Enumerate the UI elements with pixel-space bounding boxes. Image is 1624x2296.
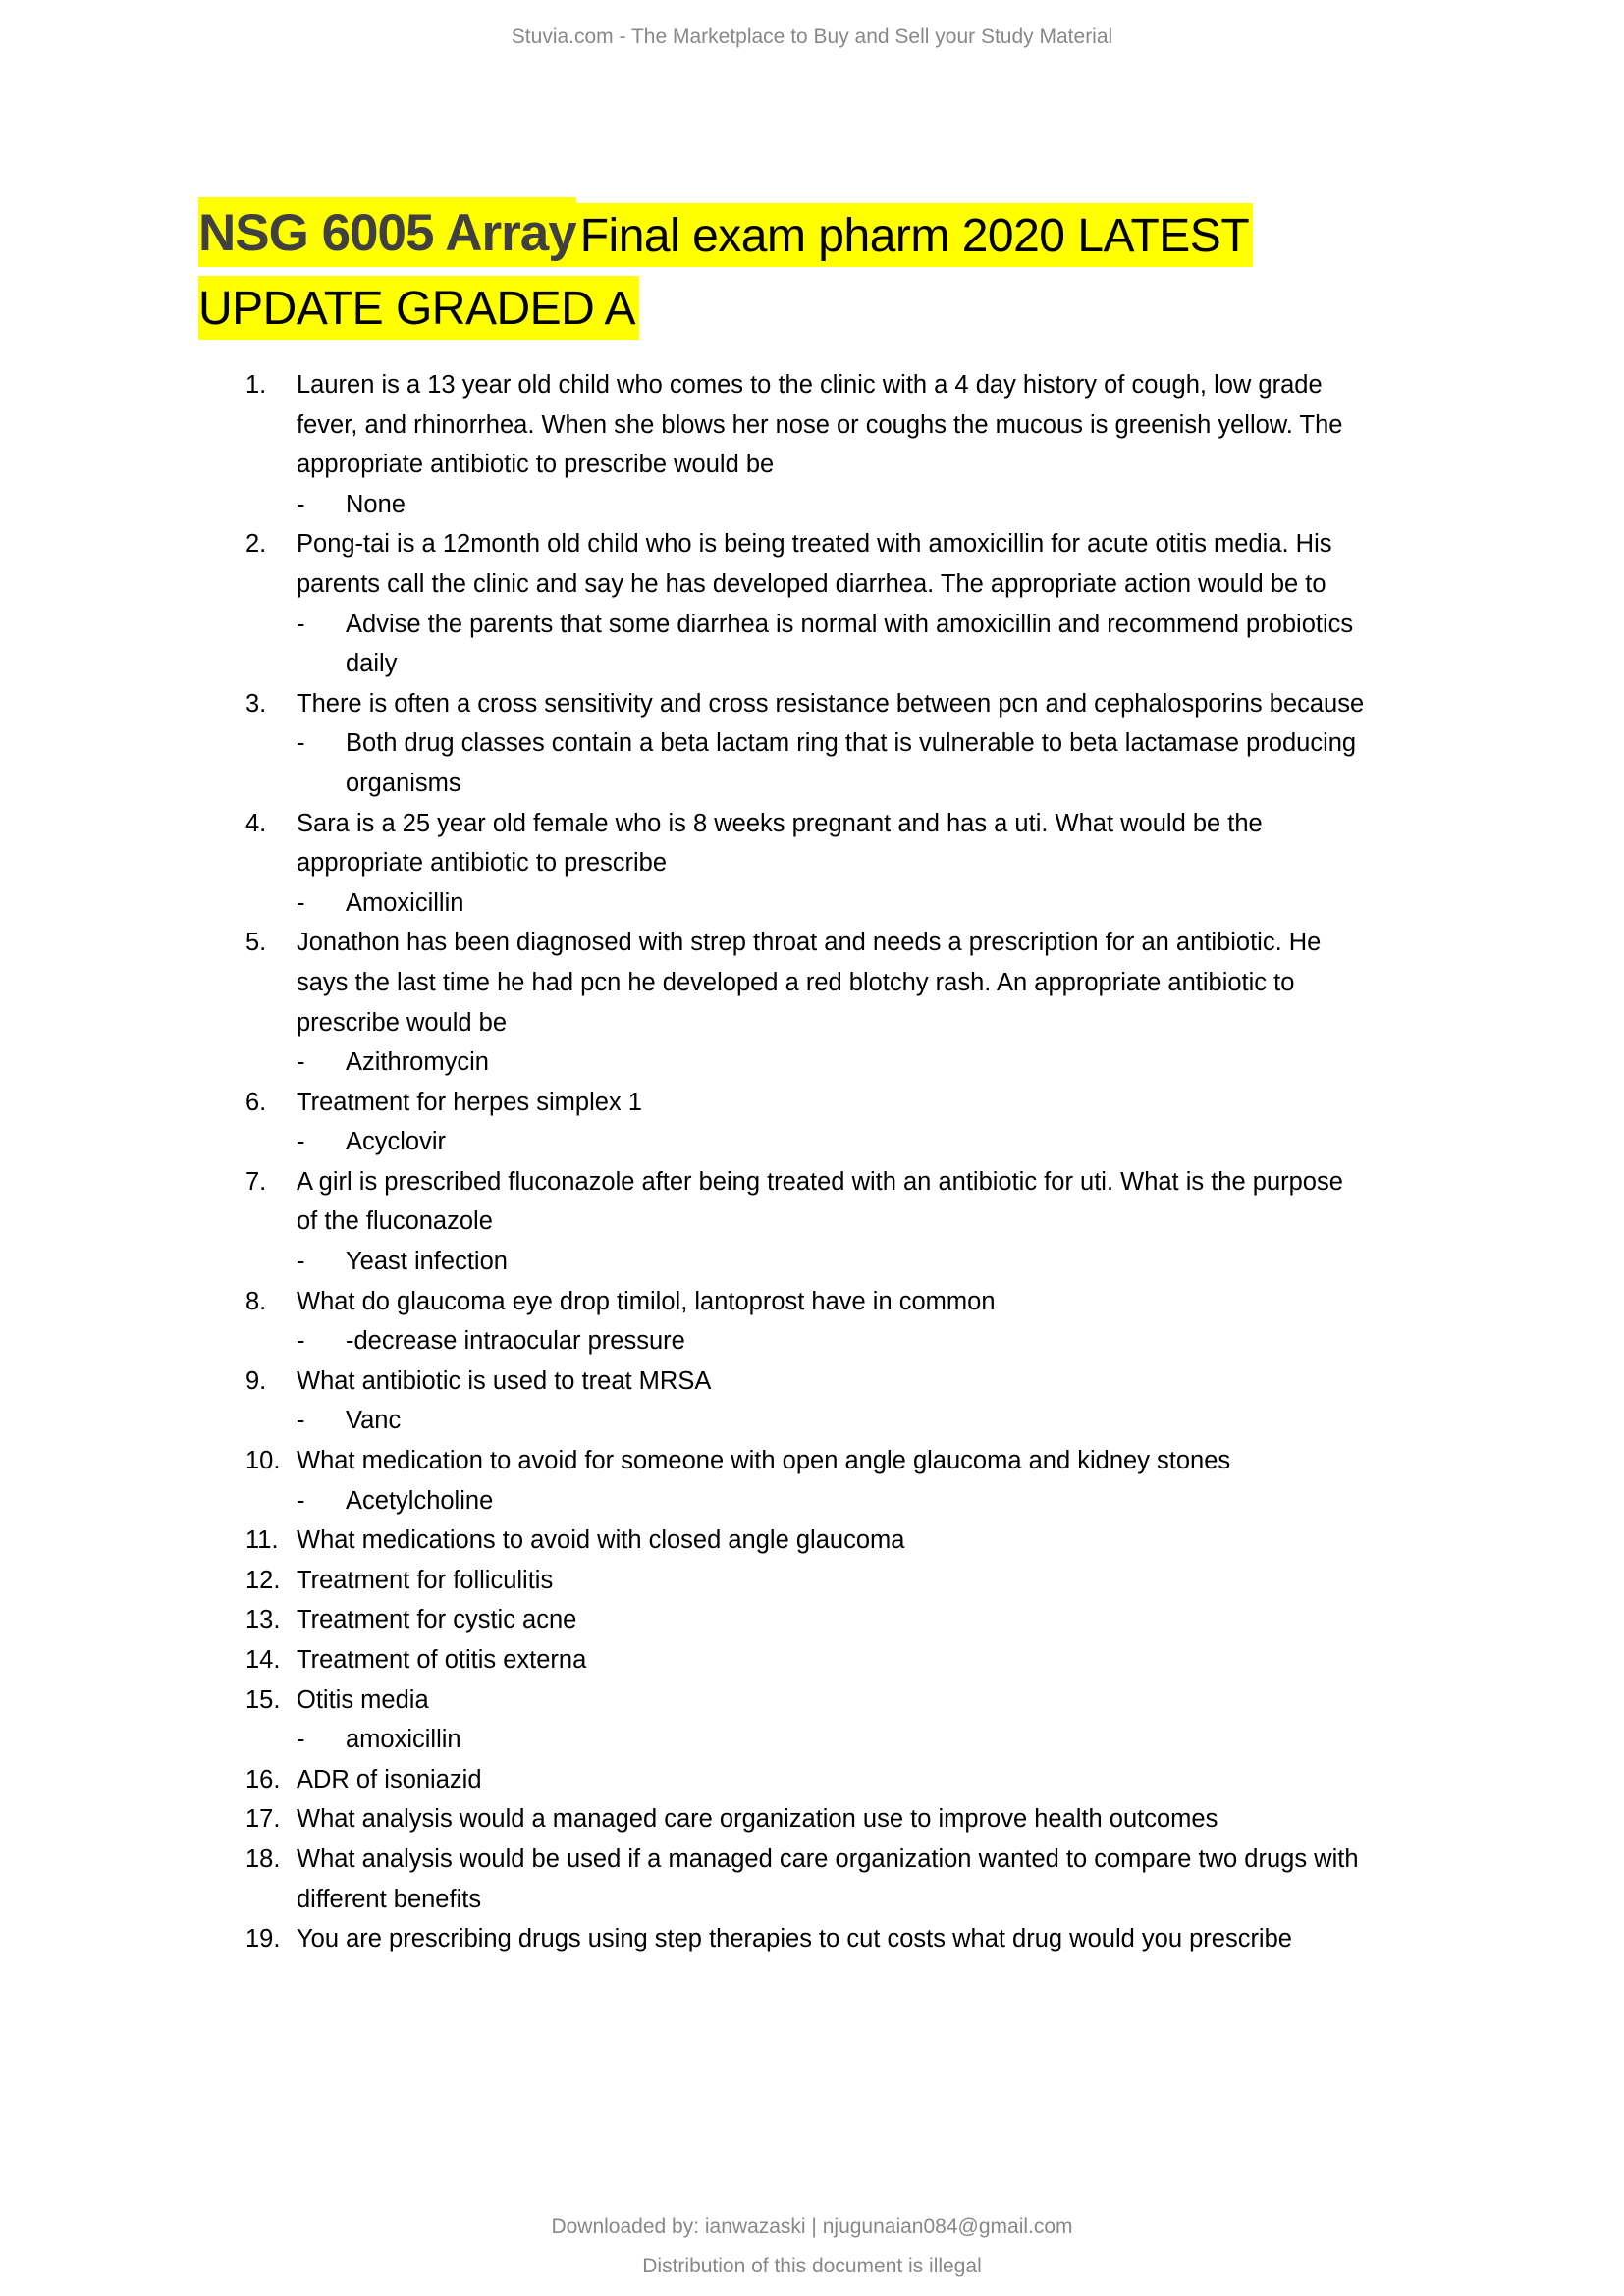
question-text: There is often a cross sensitivity and cross resistance between pcn and cephalosporins because xyxy=(297,689,1365,718)
item-number: 8. xyxy=(245,1287,267,1315)
dash-bullet: - xyxy=(297,1327,305,1356)
question-text: appropriate antibiotic to prescribe would be xyxy=(297,451,775,479)
question-text: What medications to avoid with closed angle glaucoma xyxy=(297,1526,905,1555)
item-number: 2. xyxy=(245,530,267,559)
title-line1: Final exam pharm 2020 LATEST xyxy=(576,203,1253,267)
answer-line xyxy=(245,1242,1522,1282)
answer-line xyxy=(245,644,1522,684)
dash-bullet: - xyxy=(297,1248,305,1276)
list-item xyxy=(245,1640,1522,1681)
list-item xyxy=(245,923,1522,1082)
item-number: 11. xyxy=(245,1526,279,1555)
list-item xyxy=(245,1162,1522,1282)
list-item xyxy=(245,1760,1522,1800)
question-line xyxy=(245,1561,1522,1601)
list-item xyxy=(245,365,1522,524)
question-text: What do glaucoma eye drop timilol, lantoprost have in common xyxy=(297,1287,996,1315)
question-text: What analysis would be used if a managed care organization wanted to compare two drugs with xyxy=(297,1844,1359,1873)
dash-bullet: - xyxy=(297,1726,305,1754)
answer-text: Acyclovir xyxy=(346,1128,447,1156)
answer-line xyxy=(245,764,1522,804)
question-line xyxy=(245,365,1522,405)
question-line xyxy=(245,1640,1522,1681)
question-text: What analysis would a managed care organization use to improve health outcomes xyxy=(297,1805,1218,1834)
list-item xyxy=(245,1840,1522,1919)
list-item xyxy=(245,524,1522,683)
dash-bullet: - xyxy=(297,1486,305,1515)
item-number: 1. xyxy=(245,371,267,399)
answer-text: None xyxy=(346,490,406,518)
question-text: Sara is a 25 year old female who is 8 weeks pregnant and has a uti. What would be the xyxy=(297,809,1263,837)
item-number: 17. xyxy=(245,1805,281,1834)
question-text: Treatment of otitis externa xyxy=(297,1646,587,1674)
question-list xyxy=(245,365,1522,1959)
question-line xyxy=(245,684,1522,724)
list-item xyxy=(245,1600,1522,1640)
stuvia-header: Stuvia.com - The Marketplace to Buy and Sell your Study Material xyxy=(511,26,1113,48)
item-number: 9. xyxy=(245,1366,267,1395)
list-item xyxy=(245,1083,1522,1162)
question-line xyxy=(245,1681,1522,1721)
document-title xyxy=(198,196,1475,342)
list-item xyxy=(245,1282,1522,1362)
list-item xyxy=(245,1919,1522,1959)
question-line xyxy=(245,1840,1522,1880)
answer-line xyxy=(245,883,1522,924)
question-line xyxy=(245,804,1522,844)
dash-bullet: - xyxy=(297,729,305,758)
title-bold: NSG 6005 Array xyxy=(198,197,576,267)
distribution-notice: Distribution of this document is illegal xyxy=(642,2255,982,2277)
question-text: Pong-tai is a 12month old child who is being treated with amoxicillin for acute otitis media. His xyxy=(297,530,1332,559)
question-text: What antibiotic is used to treat MRSA xyxy=(297,1366,712,1395)
list-item xyxy=(245,804,1522,924)
answer-text: Azithromycin xyxy=(346,1048,489,1077)
question-line xyxy=(245,445,1522,485)
answer-text: amoxicillin xyxy=(346,1726,461,1754)
answer-text: daily xyxy=(346,650,398,678)
question-line xyxy=(245,1600,1522,1640)
question-line xyxy=(245,405,1522,446)
question-line xyxy=(245,1362,1522,1402)
item-number: 5. xyxy=(245,929,267,957)
list-item xyxy=(245,1681,1522,1760)
question-line xyxy=(245,843,1522,883)
question-text: What medication to avoid for someone with open angle glaucoma and kidney stones xyxy=(297,1447,1231,1475)
dash-bullet: - xyxy=(297,1048,305,1077)
question-text: of the fluconazole xyxy=(297,1207,493,1236)
item-number: 6. xyxy=(245,1088,267,1116)
answer-text: organisms xyxy=(346,769,461,797)
item-number: 16. xyxy=(245,1765,281,1793)
dash-bullet: - xyxy=(297,1128,305,1156)
answer-line xyxy=(245,723,1522,764)
item-number: 18. xyxy=(245,1844,281,1873)
item-number: 12. xyxy=(245,1566,281,1594)
title-line2: UPDATE GRADED A xyxy=(198,276,639,340)
answer-line xyxy=(245,1401,1522,1441)
list-item xyxy=(245,1521,1522,1561)
answer-line xyxy=(245,1122,1522,1162)
list-item xyxy=(245,1561,1522,1601)
dash-bullet: - xyxy=(297,610,305,638)
answer-line xyxy=(245,1042,1522,1083)
item-number: 4. xyxy=(245,809,267,837)
list-item xyxy=(245,684,1522,804)
question-line xyxy=(245,1521,1522,1561)
question-line xyxy=(245,1003,1522,1043)
question-text: You are prescribing drugs using step therapies to cut costs what drug would you prescribe xyxy=(297,1925,1292,1953)
item-number: 15. xyxy=(245,1685,281,1714)
question-line xyxy=(245,1799,1522,1840)
question-text: ADR of isoniazid xyxy=(297,1765,482,1793)
question-line xyxy=(245,1760,1522,1800)
question-text: Jonathon has been diagnosed with strep throat and needs a prescription for an antibiotic. He xyxy=(297,929,1322,957)
item-number: 10. xyxy=(245,1447,281,1475)
question-line xyxy=(245,524,1522,564)
question-text: A girl is prescribed fluconazole after being treated with an antibiotic for uti. What is the purpose xyxy=(297,1167,1343,1196)
question-line xyxy=(245,1162,1522,1202)
answer-text: -decrease intraocular pressure xyxy=(346,1327,685,1356)
item-number: 3. xyxy=(245,689,267,718)
question-text: Treatment for herpes simplex 1 xyxy=(297,1088,642,1116)
list-item xyxy=(245,1799,1522,1840)
question-line xyxy=(245,564,1522,605)
list-item xyxy=(245,1441,1522,1521)
answer-text: Vanc xyxy=(346,1407,402,1435)
question-text: appropriate antibiotic to prescribe xyxy=(297,849,668,878)
dash-bullet: - xyxy=(297,888,305,917)
question-line xyxy=(245,923,1522,963)
answer-line xyxy=(245,1321,1522,1362)
item-number: 13. xyxy=(245,1606,281,1634)
question-text: Otitis media xyxy=(297,1685,429,1714)
list-item xyxy=(245,1362,1522,1441)
dash-bullet: - xyxy=(297,1407,305,1435)
item-number: 7. xyxy=(245,1167,267,1196)
question-text: prescribe would be xyxy=(297,1008,508,1037)
answer-text: Both drug classes contain a beta lactam ring that is vulnerable to beta lactamase producing xyxy=(346,729,1357,758)
question-text: Treatment for cystic acne xyxy=(297,1606,577,1634)
question-line xyxy=(245,1919,1522,1959)
dash-bullet: - xyxy=(297,490,305,518)
question-line xyxy=(245,1880,1522,1920)
downloaded-by: Downloaded by: ianwazaski | njugunaian084@gmail.com xyxy=(551,2216,1073,2238)
answer-text: Advise the parents that some diarrhea is normal with amoxicillin and recommend probiotics xyxy=(346,610,1354,638)
answer-line xyxy=(245,1720,1522,1760)
question-line xyxy=(245,1282,1522,1322)
question-text: fever, and rhinorrhea. When she blows her nose or coughs the mucous is greenish yellow. The xyxy=(297,410,1343,439)
question-text: Lauren is a 13 year old child who comes to the clinic with a 4 day history of cough, low grade xyxy=(297,371,1323,399)
item-number: 19. xyxy=(245,1925,281,1953)
question-line xyxy=(245,1441,1522,1481)
answer-line xyxy=(245,1481,1522,1522)
question-text: says the last time he had pcn he developed a red blotchy rash. An appropriate antibiotic to xyxy=(297,968,1295,996)
answer-text: Yeast infection xyxy=(346,1248,508,1276)
answer-text: Amoxicillin xyxy=(346,888,464,917)
question-line xyxy=(245,1201,1522,1242)
question-text: Treatment for folliculitis xyxy=(297,1566,554,1594)
question-line xyxy=(245,963,1522,1003)
question-text: different benefits xyxy=(297,1885,482,1913)
answer-line xyxy=(245,605,1522,645)
answer-text: Acetylcholine xyxy=(346,1486,494,1515)
question-line xyxy=(245,1083,1522,1123)
answer-line xyxy=(245,485,1522,525)
question-text: parents call the clinic and say he has developed diarrhea. The appropriate action would be to xyxy=(297,569,1326,598)
item-number: 14. xyxy=(245,1646,281,1674)
